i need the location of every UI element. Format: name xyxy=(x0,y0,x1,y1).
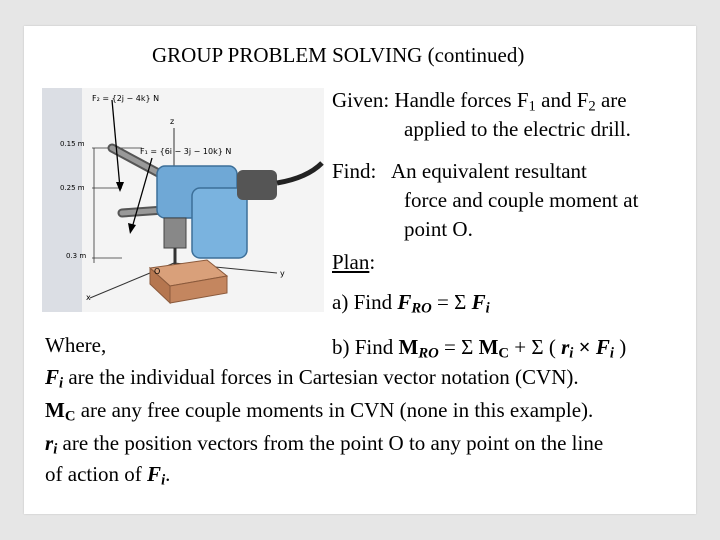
slide-title: GROUP PROBLEM SOLVING (continued) xyxy=(152,43,525,67)
f1-label: F₁ = {6i − 3j − 10k} N xyxy=(140,147,232,156)
def-mc: $M_C$ are any free couple moments in CVN (none in this example). xyxy=(45,398,594,425)
drill-illustration xyxy=(42,88,324,312)
axis-z-label: z xyxy=(170,117,175,126)
dim-025: 0.25 m xyxy=(60,184,85,192)
drill-figure xyxy=(42,88,324,312)
origin-label: O xyxy=(154,267,161,276)
dim-03: 0.3 m xyxy=(66,252,87,260)
step-a: a) Find $F_{RO} = \Sigma$ $F_i$ xyxy=(332,290,490,317)
axis-x-label: x xyxy=(86,293,91,302)
given-label: Given: xyxy=(332,88,390,112)
dim-015: 0.15 m xyxy=(60,140,85,148)
def-ri: $r_i$ are the position vectors from the point O to any point on the line xyxy=(45,431,604,458)
find-line3: point O. xyxy=(404,217,473,241)
find-line1: Find: An equivalent resultant xyxy=(332,159,587,183)
given-line2: applied to the electric drill. xyxy=(404,117,631,141)
where-label: Where, xyxy=(45,333,107,357)
axis-y-label: y xyxy=(280,269,285,278)
def-last: of action of $F_i$. xyxy=(45,462,171,489)
plan-heading: Plan: xyxy=(332,250,376,274)
find-label: Find: xyxy=(332,159,377,183)
given-line1: Given: Handle forces $F_1$ and $F_2$ are xyxy=(332,88,627,115)
find-line2: force and couple moment at xyxy=(404,188,639,212)
def-fi: $F_i$ are the individual forces in Cartesian vector notation (CVN). xyxy=(45,365,579,392)
f2-label: F₂ = {2j − 4k} N xyxy=(92,94,160,103)
step-b: b) Find $M_{RO} = \Sigma$ $M_C + \Sigma$ ( $r_i \times F_i$ ) xyxy=(332,335,627,362)
